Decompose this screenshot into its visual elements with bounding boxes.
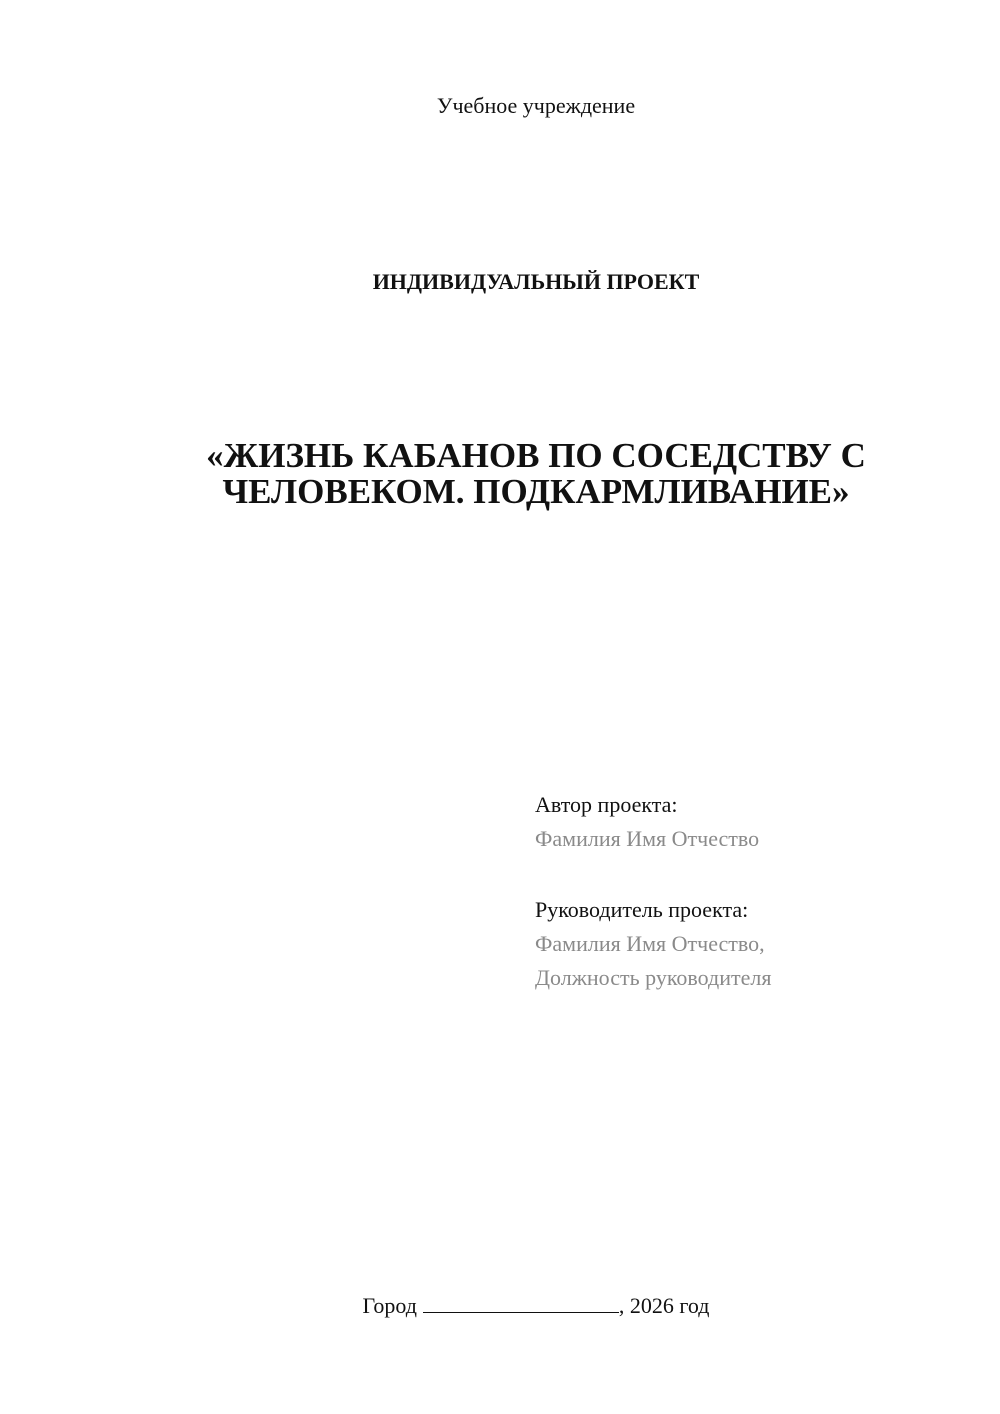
author-name: Фамилия Имя Отчество	[535, 826, 760, 851]
supervisor-name: Фамилия Имя Отчество,	[535, 931, 765, 956]
city-year-line	[0, 1290, 1000, 1320]
project-title-line-1: «ЖИЗНЬ КАБАНОВ ПО СОСЕДСТВУ С	[206, 436, 866, 475]
supervisor-label: Руководитель проекта:	[535, 897, 749, 922]
project-type-heading: ИНДИВИДУАЛЬНЫЙ ПРОЕКТ	[372, 269, 700, 294]
institution-name: Учебное учреждение	[436, 93, 636, 118]
author-info-block	[535, 788, 965, 995]
year-text: , 2026 год	[618, 1293, 710, 1318]
city-label: Город	[362, 1293, 417, 1318]
supervisor-position: Должность руководителя	[535, 965, 772, 990]
city-blank-underline	[423, 1290, 619, 1313]
project-title-line-2: ЧЕЛОВЕКОМ. ПОДКАРМЛИВАНИЕ»	[222, 472, 850, 511]
spacer	[535, 856, 965, 893]
author-label: Автор проекта:	[535, 792, 678, 817]
project-title	[160, 438, 912, 510]
